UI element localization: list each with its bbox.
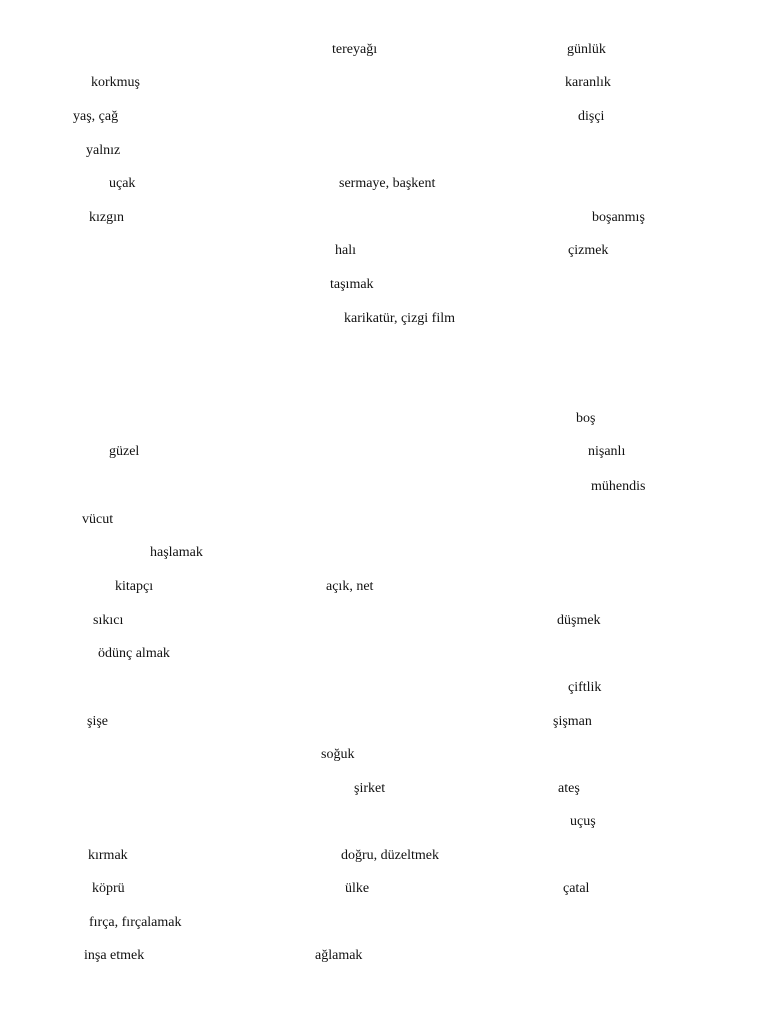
word-item: sermaye, başkent xyxy=(339,176,436,191)
word-item: taşımak xyxy=(330,277,374,292)
word-item: uçuş xyxy=(570,814,596,829)
word-item: karanlık xyxy=(565,75,611,90)
word-item: karikatür, çizgi film xyxy=(344,311,456,326)
word-item: çizmek xyxy=(568,243,609,258)
word-item: fırça, fırçalamak xyxy=(89,915,182,930)
word-item: boşanmış xyxy=(592,210,645,225)
word-item: kitapçı xyxy=(115,579,154,594)
word-item: tereyağı xyxy=(332,42,378,57)
word-item: köprü xyxy=(92,881,125,896)
word-item: korkmuş xyxy=(91,75,140,90)
word-item: şirket xyxy=(354,781,386,796)
word-item: kızgın xyxy=(89,210,124,225)
word-item: çatal xyxy=(563,881,590,896)
word-item: düşmek xyxy=(557,613,601,628)
word-item: haşlamak xyxy=(150,545,203,560)
word-item: doğru, düzeltmek xyxy=(341,848,439,863)
word-item: sıkıcı xyxy=(93,613,124,628)
word-item: yalnız xyxy=(86,143,121,158)
word-item: inşa etmek xyxy=(84,948,145,963)
word-item: kırmak xyxy=(88,848,128,863)
word-item: nişanlı xyxy=(588,444,626,459)
word-item: çiftlik xyxy=(568,680,602,695)
word-item: ödünç almak xyxy=(98,646,170,661)
word-item: uçak xyxy=(109,176,136,191)
word-item: mühendis xyxy=(591,479,646,494)
word-item: güzel xyxy=(109,444,140,459)
word-item: ağlamak xyxy=(315,948,363,963)
word-item: ateş xyxy=(558,781,580,796)
word-item: soğuk xyxy=(321,747,355,762)
word-item: açık, net xyxy=(326,579,374,594)
word-item: şişe xyxy=(87,714,108,729)
word-item: ülke xyxy=(345,881,370,896)
word-item: halı xyxy=(335,243,356,258)
word-item: dişçi xyxy=(578,109,605,124)
word-item: şişman xyxy=(553,714,592,729)
word-item: günlük xyxy=(567,42,606,57)
word-item: vücut xyxy=(82,512,114,527)
word-item: yaş, çağ xyxy=(73,109,119,124)
word-item: boş xyxy=(576,411,596,426)
